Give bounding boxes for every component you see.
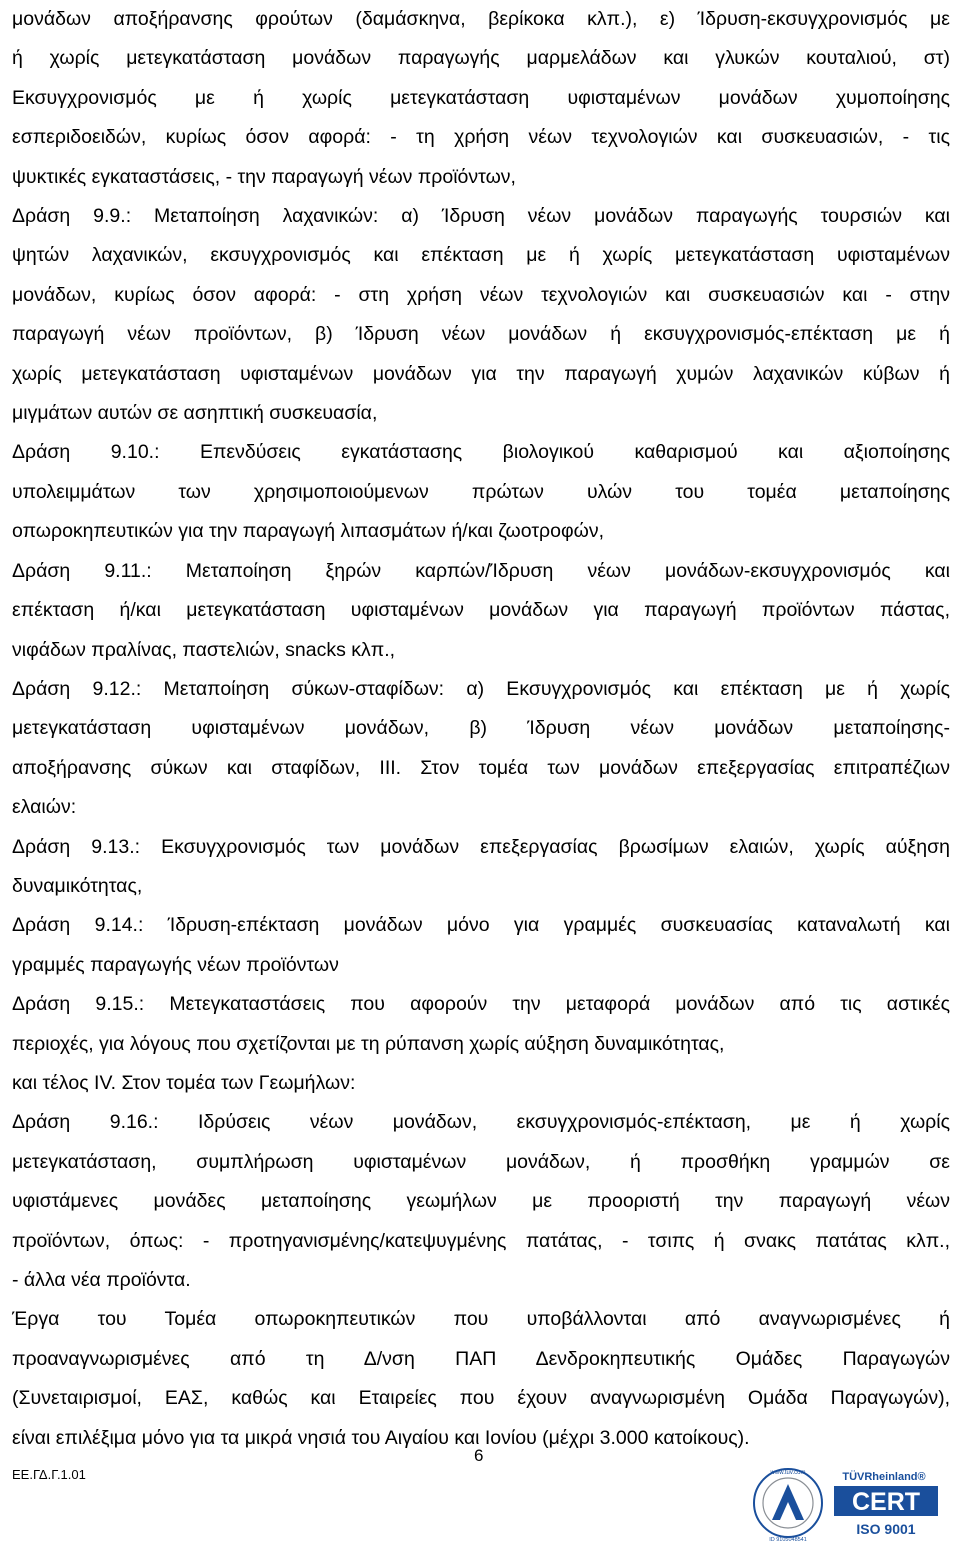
text-line: μιγμάτων αυτών σε ασηπτική συσκευασία, — [12, 402, 378, 425]
text-line: νιφάδων πραλίνας, παστελιών, snacks κλπ., — [12, 638, 396, 661]
cert-url: www.tuv.com — [770, 1470, 806, 1476]
text-line: Έργα του Τομέα οπωροκηπευτικών που υποβάλλονται από αναγνωρισμένες ή — [12, 1308, 950, 1331]
text-line: μονάδων αποξήρανσης φρούτων (δαμάσκηνα, βερίκοκα κλπ.), ε) Ίδρυση-εκσυγχρονισμός με — [12, 8, 950, 30]
action-heading-line: Δράση 9.10.: Επενδύσεις εγκατάστασης βιολογικού καθαρισμού και αξιοποίησης — [12, 441, 950, 464]
section-line: και τέλος IV. Στον τομέα των Γεωμήλων: — [12, 1071, 356, 1094]
text-line: χωρίς μετεγκατάσταση υφισταμένων μονάδων για την παραγωγή χυμών λαχανικών κύβων ή — [12, 362, 950, 385]
text-line: Εκσυγχρονισμός με ή χωρίς μετεγκατάσταση υφισταμένων μονάδων χυμοποίησης — [12, 86, 950, 109]
tuv-cert-logo — [750, 1462, 948, 1544]
text-line: μονάδων, κυρίως όσον αφορά: - στη χρήση νέων τεχνολογιών και συσκευασιών και - στην — [12, 283, 950, 306]
text-line: παραγωγή νέων προϊόντων, β) Ίδρυση νέων μονάδων ή εκσυγχρονισμός-επέκταση με ή — [12, 323, 950, 346]
text-line: προαναγνωρισμένες από τη Δ/νση ΠΑΠ Δενδροκηπευτικής Ομάδες Παραγωγών — [12, 1347, 950, 1370]
document-code: ΕΕ.ΓΔ.Γ.1.01 — [12, 1467, 86, 1482]
action-heading-line: Δράση 9.16.: Ιδρύσεις νέων μονάδων, εκσυγχρονισμός-επέκταση, με ή χωρίς — [12, 1111, 950, 1134]
text-line: εσπεριδοειδών, κυρίως όσον αφορά: - τη χρήση νέων τεχνολογιών και συσκευασιών, - τις — [12, 126, 950, 149]
text-line: οπωροκηπευτικών για την παραγωγή λιπασμάτων ή/και ζωοτροφών, — [12, 520, 605, 543]
action-heading-line: Δράση 9.9.: Μεταποίηση λαχανικών: α) Ίδρυση νέων μονάδων παραγωγής τουρσιών και — [12, 205, 950, 228]
text-line: μετεγκατάσταση, συμπλήρωση υφισταμένων μονάδων, ή προσθήκη γραμμών σε — [12, 1150, 950, 1173]
text-line: γραμμές παραγωγής νέων προϊόντων — [12, 953, 339, 976]
text-line: δυναμικότητας, — [12, 874, 143, 897]
page-number: 6 — [474, 1446, 484, 1465]
text-line: επέκταση ή/και μετεγκατάσταση υφισταμένων μονάδων για παραγωγή προϊόντων πάστας, — [12, 599, 950, 622]
text-line: περιοχές, για λόγους που σχετίζονται με τη ρύπανση χωρίς αύξηση δυναμικότητας, — [12, 1032, 725, 1055]
text-line: (Συνεταιρισμοί, ΕΑΣ, καθώς και Εταιρείες που έχουν αναγνωρισμένη Ομάδα Παραγωγών), — [12, 1387, 950, 1410]
cert-id: ID 9105048541 — [769, 1537, 807, 1543]
text-line: υπολειμμάτων των χρησιμοποιούμενων πρώτων υλών του τομέα μεταποίησης — [12, 480, 950, 503]
text-line: ή χωρίς μετεγκατάσταση μονάδων παραγωγής μαρμελάδων και γλυκών κουταλιού, στ) — [12, 47, 950, 70]
action-heading-line: Δράση 9.14.: Ίδρυση-επέκταση μονάδων μόνο για γραμμές συσκευασίας καταναλωτή και — [12, 914, 950, 937]
text-line: ελαιών: — [12, 796, 77, 819]
action-heading-line: Δράση 9.11.: Μεταποίηση ξηρών καρπών/Ίδρυση νέων μονάδων-εκσυγχρονισμός και — [12, 559, 950, 582]
action-heading-line: Δράση 9.15.: Μετεγκαταστάσεις που αφορούν την μεταφορά μονάδων από τις αστικές — [12, 993, 950, 1016]
text-line: - άλλα νέα προϊόντα. — [12, 1269, 191, 1291]
text-line: μετεγκατάσταση υφισταμένων μονάδων, β) Ίδρυση νέων μονάδων μεταποίησης- — [12, 717, 950, 740]
action-heading-line: Δράση 9.12.: Μεταποίηση σύκων-σταφίδων: α) Εκσυγχρονισμός και επέκταση με ή χωρίς — [12, 677, 950, 700]
document-body — [12, 0, 950, 1458]
text-line: είναι επιλέξιμα μόνο για τα μικρά νησιά του Αιγαίου και Ιονίου (μέχρι 3.000 κατοίκους). — [12, 1426, 750, 1449]
text-line: αποξήρανσης σύκων και σταφίδων, ΙΙΙ. Στον τομέα των μονάδων επεξεργασίας επιτραπέζιων — [12, 756, 950, 779]
cert-brand: TÜVRheinland® — [842, 1471, 926, 1483]
text-line: ψητών λαχανικών, εκσυγχρονισμός και επέκταση με ή χωρίς μετεγκατάσταση υφισταμένων — [12, 244, 950, 267]
action-heading-line: Δράση 9.13.: Εκσυγχρονισμός των μονάδων επεξεργασίας βρωσίμων ελαιών, χωρίς αύξηση — [12, 835, 950, 858]
cert-standard: ISO 9001 — [856, 1521, 916, 1537]
cert-mark: CERT — [851, 1488, 921, 1516]
text-line: προϊόντων, όπως: - προτηγανισμένης/κατεψυγμένης πατάτας, - τσιπς ή σνακς πατάτας κλπ., — [12, 1229, 950, 1252]
text-line: ψυκτικές εγκαταστάσεις, - την παραγωγή νέων προϊόντων, — [12, 165, 516, 188]
text-line: υφιστάμενες μονάδες μεταποίησης γεωμήλων με προοριστή την παραγωγή νέων — [12, 1190, 950, 1213]
